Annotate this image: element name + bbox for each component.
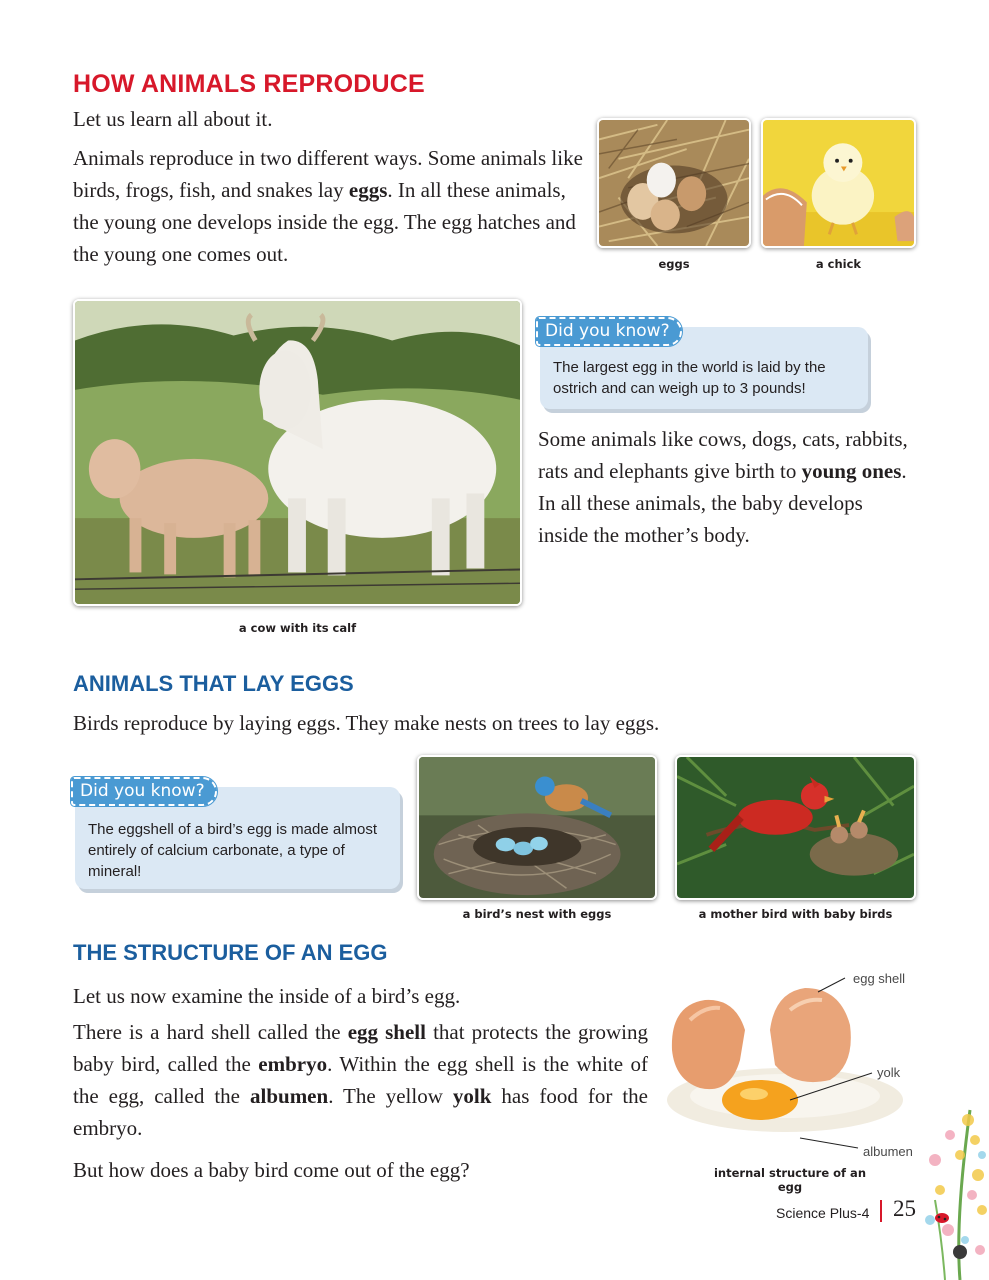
bird-nest-photo xyxy=(417,755,657,900)
keyword-egg-shell: egg shell xyxy=(347,1020,426,1044)
did-you-know-text: The largest egg in the world is laid by the ostrich and can weigh up to 3 pounds! xyxy=(553,359,826,397)
paragraph-text: . Within the egg shell is the white of the egg, called the xyxy=(73,1052,648,1108)
paragraph-text: has food for the embryo. xyxy=(73,1084,648,1140)
paragraph-text: Animals reproduce in two different ways. Some animals like birds, frogs, fish, and snakes lay xyxy=(73,146,583,202)
section-title-animals-that-lay-eggs: ANIMALS THAT LAY EGGS xyxy=(73,671,354,696)
caption-eggs: eggs xyxy=(658,257,690,271)
mother-bird-photo xyxy=(675,755,916,900)
page-number: 25 xyxy=(893,1196,916,1221)
did-you-know-box-2 xyxy=(75,781,400,889)
yolk-shape xyxy=(722,1080,798,1120)
caption-cow-calf: a cow with its calf xyxy=(238,621,357,635)
paragraph-text: that protects the growing baby bird, called the xyxy=(73,1020,648,1076)
reproduce-paragraph xyxy=(73,142,583,270)
keyword-embryo: embryo xyxy=(258,1052,328,1076)
section-title-how-animals-reproduce: HOW ANIMALS REPRODUCE xyxy=(73,70,425,98)
paragraph-text: . The yellow xyxy=(328,1084,453,1108)
young-ones-paragraph xyxy=(538,423,908,551)
paragraph-text: Some animals like cows, dogs, cats, rabbits, rats and elephants give birth to xyxy=(538,427,908,483)
label-egg-shell: egg shell xyxy=(853,971,906,986)
did-you-know-tag: Did you know? xyxy=(71,777,217,806)
cow-calf-photo xyxy=(73,299,522,606)
caption-mother-bird: a mother bird with baby birds xyxy=(698,907,893,921)
chick-photo xyxy=(761,118,916,248)
egg-structure-paragraph xyxy=(73,1016,648,1144)
ladybug-icon xyxy=(935,1213,949,1223)
keyword-albumen: albumen xyxy=(250,1084,329,1108)
label-yolk: yolk xyxy=(877,1065,901,1080)
section-title-structure-of-egg: THE STRUCTURE OF AN EGG xyxy=(73,940,388,965)
paragraph-text: . In all these animals, the young one develops inside the egg. The egg hatches and the young one comes out. xyxy=(73,178,576,266)
eggs-photo xyxy=(597,118,751,248)
did-you-know-text: The eggshell of a bird’s egg is made almost entirely of calcium carbonate, a type of mineral! xyxy=(88,821,378,880)
keyword-yolk: yolk xyxy=(452,1084,492,1108)
caption-bird-nest: a bird’s nest with eggs xyxy=(462,907,612,921)
book-title: Science Plus-4 xyxy=(776,1205,870,1221)
intro-text: Let us learn all about it. xyxy=(73,107,273,131)
egg-question-text: But how does a baby bird come out of the egg? xyxy=(73,1158,470,1182)
paragraph-text: . In all these animals, the baby develops inside the mother’s body. xyxy=(538,459,907,547)
caption-chick: a chick xyxy=(815,257,862,271)
egg-intro-text: Let us now examine the inside of a bird’s egg. xyxy=(73,984,461,1008)
decorative-plant-illustration xyxy=(920,1100,989,1280)
paragraph-text: There is a hard shell called the xyxy=(73,1020,348,1044)
did-you-know-box-1 xyxy=(540,321,868,409)
keyword-young-ones: young ones xyxy=(801,459,902,483)
label-albumen: albumen xyxy=(863,1144,913,1159)
keyword-eggs: eggs xyxy=(348,178,388,202)
birds-paragraph: Birds reproduce by laying eggs. They make nests on trees to lay eggs. xyxy=(73,711,660,735)
caption-egg-structure: internal structure of an egg xyxy=(713,1166,867,1194)
footer-divider xyxy=(880,1200,882,1222)
did-you-know-tag: Did you know? xyxy=(536,317,682,346)
